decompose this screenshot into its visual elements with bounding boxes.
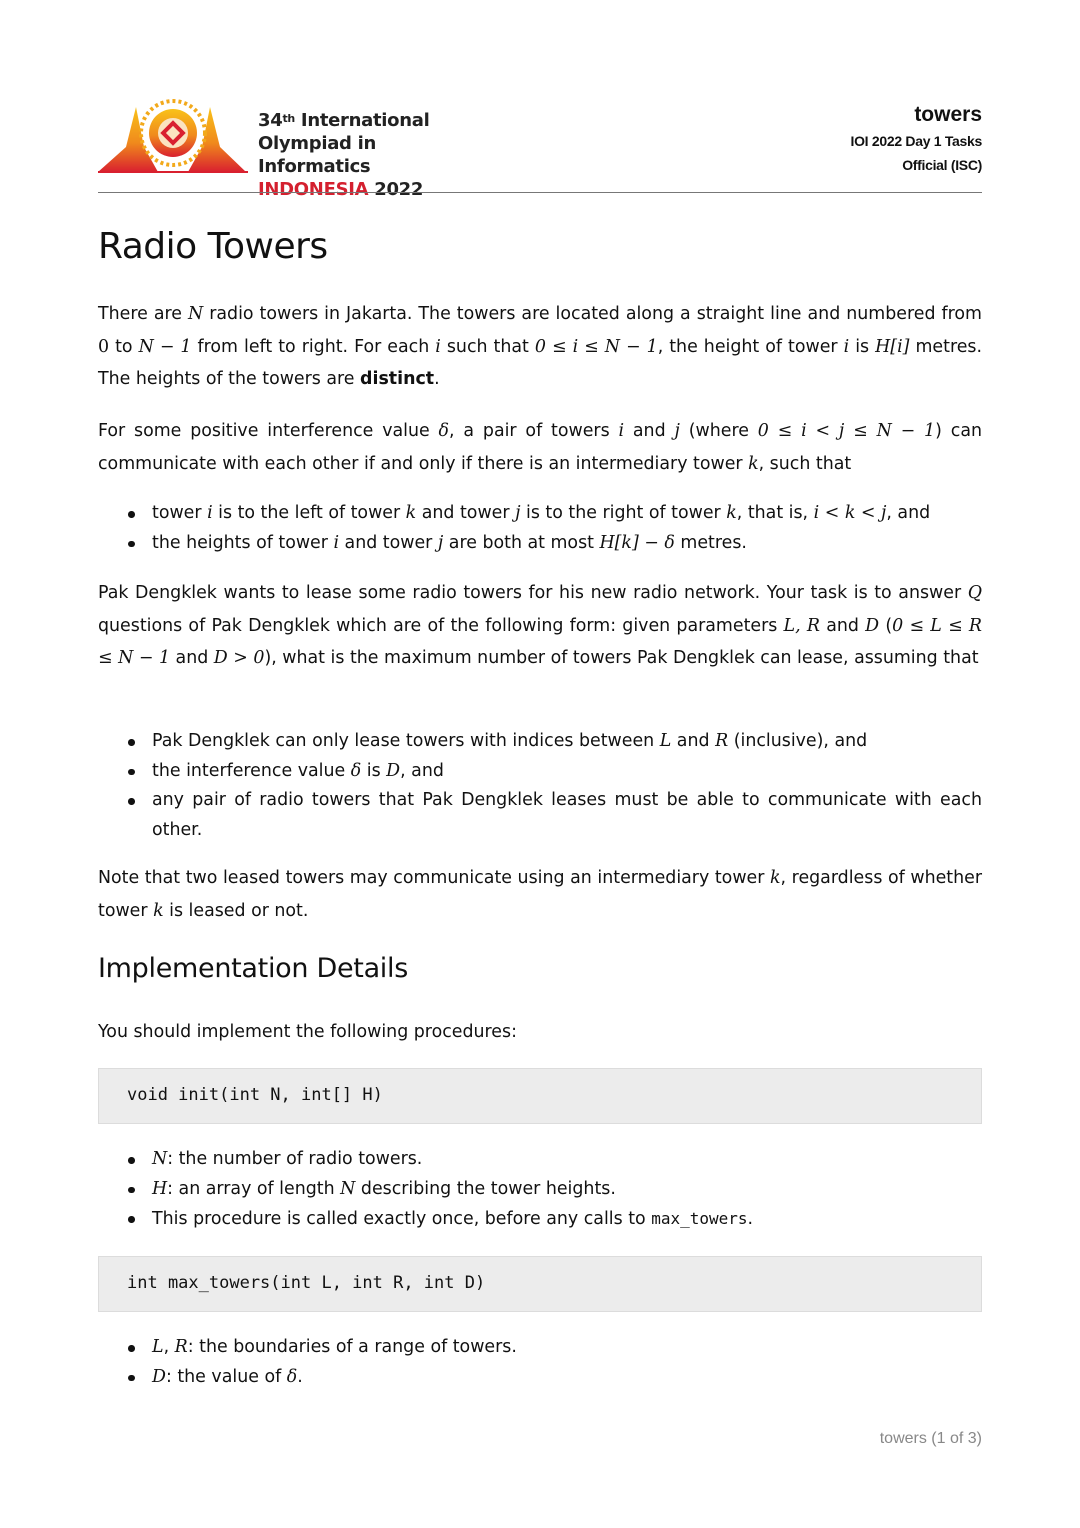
list-item: N: the number of radio towers. — [98, 1145, 982, 1175]
list-item: L, R: the boundaries of a range of towers. — [98, 1333, 982, 1363]
task-meta — [851, 101, 983, 177]
list-item: Pak Dengklek can only lease towers with indices between L and R (inclusive), and — [98, 727, 982, 757]
list-item: D: the value of δ. — [98, 1363, 982, 1393]
header — [98, 95, 982, 200]
list-item: any pair of radio towers that Pak Dengklek leases must be able to communicate with each other. — [98, 786, 982, 845]
list-item: H: an array of length N describing the tower heights. — [98, 1175, 982, 1205]
code-block-max-towers: int max_towers(int L, int R, int D) — [98, 1256, 982, 1312]
language-label: Official (ISC) — [902, 157, 982, 173]
intro-paragraph-4: Note that two leased towers may communicate using an intermediary tower k, regardless of whether tower k is leased or not. — [98, 868, 982, 921]
intro-paragraph-3: Pak Dengklek wants to lease some radio towers for his new radio network. Your task is to answer Q questions of Pak Dengklek which are of the following form: given parameters L, R and D (0 ≤ L ≤ R ≤ N − 1 and D > 0), what is the maximum number of towers Pak Dengklek can lease, assuming that — [98, 583, 982, 668]
contest-label: IOI 2022 Day 1 Tasks — [850, 133, 982, 149]
code-block-init: void init(int N, int[] H) — [98, 1068, 982, 1124]
intro-paragraph-2: For some positive interference value δ, a pair of towers i and j (where 0 ≤ i < j ≤ N − 1) can communicate with each other if and only if there is an intermediary tower k, such that — [98, 421, 982, 474]
lease-conditions-list — [98, 727, 982, 845]
implementation-heading: Implementation Details — [98, 953, 408, 984]
implementation-lead: You should implement the following procedures: — [98, 1022, 517, 1042]
page-title: Radio Towers — [98, 226, 328, 267]
page — [98, 0, 982, 1528]
task-name: towers — [914, 103, 982, 126]
page-footer: towers (1 of 3) — [879, 1430, 982, 1447]
logo-wordmark: 34th International Olympiad in Informatics INDONESIA 2022 — [258, 110, 430, 200]
list-item: the interference value δ is D, and — [98, 757, 982, 787]
communication-conditions-list — [98, 499, 982, 558]
init-params-list — [98, 1145, 982, 1235]
list-item: the heights of tower i and tower j are both at most H[k] − δ metres. — [98, 529, 982, 559]
ioi-logo — [98, 95, 478, 200]
max-towers-params-list — [98, 1333, 982, 1392]
list-item: This procedure is called exactly once, before any calls to max_towers. — [98, 1204, 982, 1235]
header-divider — [98, 192, 982, 193]
list-item: tower i is to the left of tower k and tower j is to the right of tower k, that is, i < k < j, and — [98, 499, 982, 529]
intro-paragraph-1: There are N radio towers in Jakarta. The towers are located along a straight line and numbered from 0 to N − 1 from left to right. For each i such that 0 ≤ i ≤ N − 1, the height of tower i is H[i] metres. The heights of the towers are distinct. — [98, 304, 982, 389]
ioi-emblem-icon — [98, 95, 248, 175]
